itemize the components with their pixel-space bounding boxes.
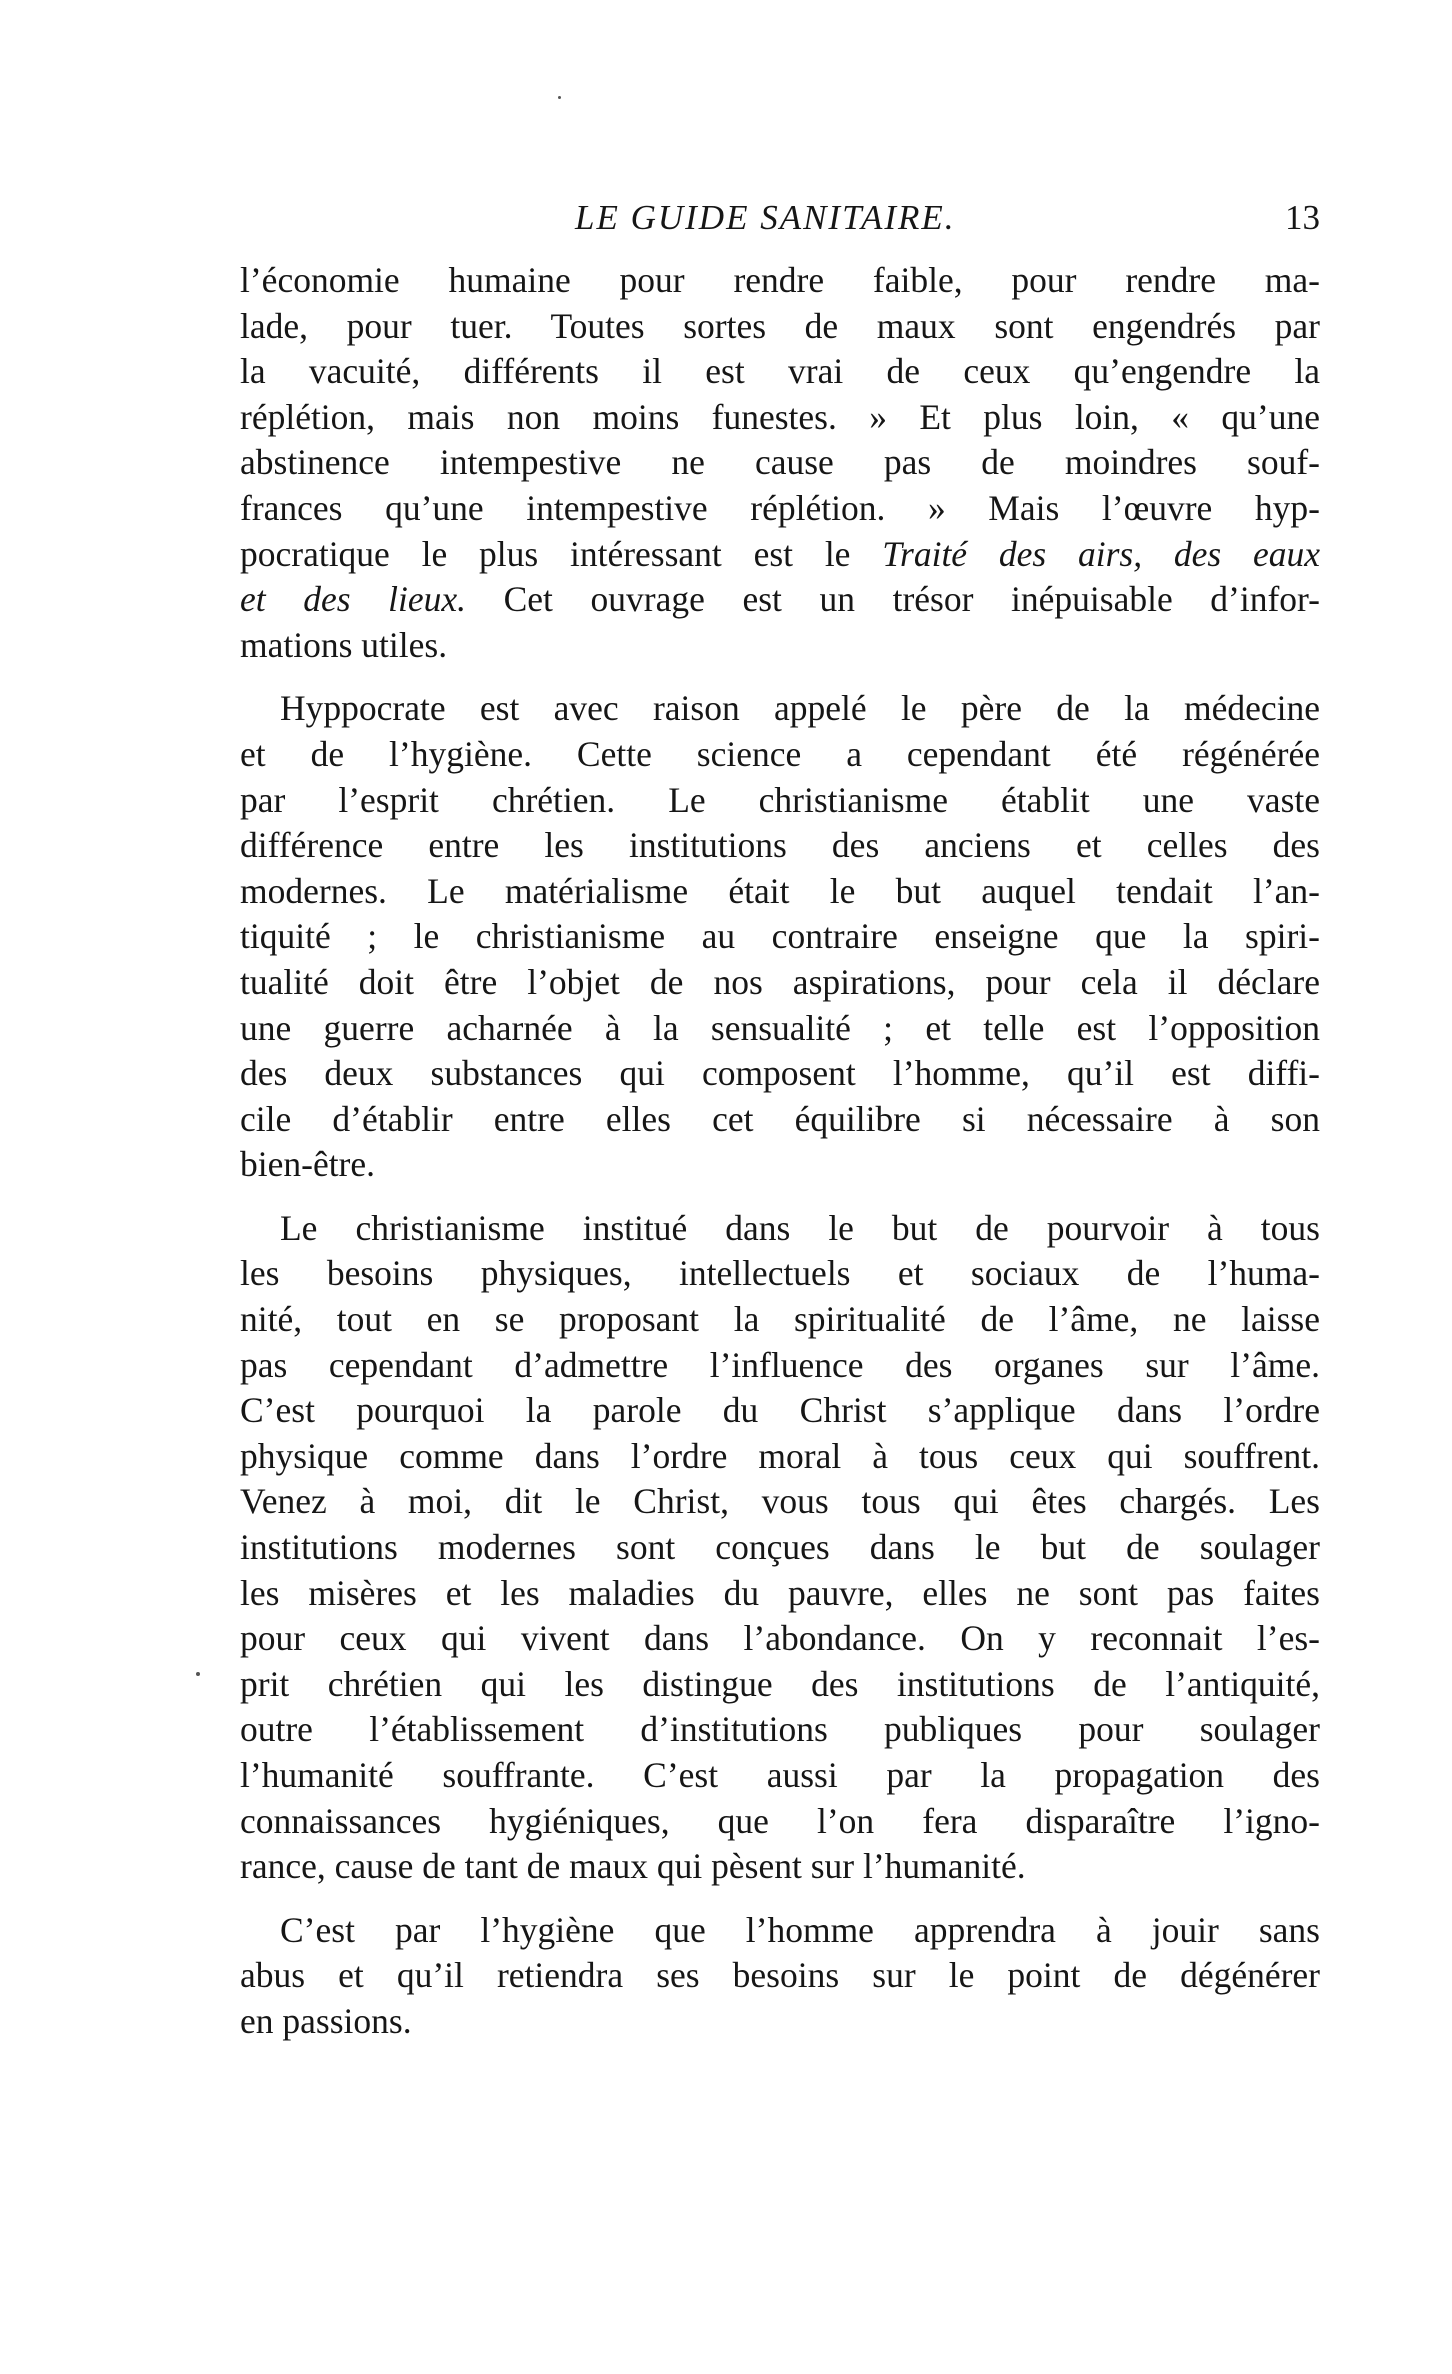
text-segment: pocratique le plus intéressant est le <box>240 533 883 574</box>
text-line <box>240 577 1320 623</box>
text-line: frances qu’une intempestive réplétion. » Mais l’œuvre hyp- <box>240 487 1320 528</box>
text-line: rance, cause de tant de maux qui pèsent sur l’humanité. <box>240 1846 1026 1887</box>
text-line: et de l’hygiène. Cette science a cependant été régénérée <box>240 733 1320 774</box>
running-title: LE GUIDE SANITAIRE. <box>575 198 956 237</box>
text-line: C’est par l’hygiène que l’homme apprendra à jouir sans <box>280 1909 1320 1950</box>
print-speck <box>558 96 561 99</box>
text-line: des deux substances qui composent l’homme, qu’il est diffi- <box>240 1053 1320 1094</box>
paragraph <box>240 258 1320 668</box>
text-line <box>240 532 1320 578</box>
text-line: C’est pourquoi la parole du Christ s’applique dans l’ordre <box>240 1390 1320 1431</box>
paragraph <box>240 1206 1320 1890</box>
text-line: bien-être. <box>240 1144 376 1185</box>
text-line: modernes. Le matérialisme était le but auquel tendait l’an- <box>240 870 1320 911</box>
text-line: cile d’établir entre elles cet équilibre si nécessaire à son <box>240 1098 1320 1139</box>
text-line: par l’esprit chrétien. Le christianisme établit une vaste <box>240 779 1320 820</box>
text-line: Venez à moi, dit le Christ, vous tous qui êtes chargés. Les <box>240 1481 1320 1522</box>
text-line: institutions modernes sont conçues dans le but de soulager <box>240 1527 1320 1568</box>
print-speck <box>196 1672 200 1676</box>
text-line: l’humanité souffrante. C’est aussi par la propagation des <box>240 1755 1320 1795</box>
text-line: mations utiles. <box>240 624 448 665</box>
page-header <box>240 196 1320 246</box>
text-line: tiquité ; le christianisme au contraire enseigne que la spiri- <box>240 916 1320 957</box>
italic-title: et des lieux. <box>240 579 467 620</box>
text-line: Hyppocrate est avec raison appelé le père de la médecine <box>280 688 1320 729</box>
text-line: lade, pour tuer. Toutes sortes de maux sont engendrés par <box>240 305 1320 346</box>
text-line: abus et qu’il retiendra ses besoins sur le point de dégénérer <box>240 1955 1320 1996</box>
text-line: prit chrétien qui les distingue des institutions de l’antiquité, <box>240 1663 1320 1704</box>
text-line: physique comme dans l’ordre moral à tous ceux qui souffrent. <box>240 1435 1320 1476</box>
text-line: connaissances hygiéniques, que l’on fera disparaître l’igno- <box>240 1800 1320 1841</box>
text-line: pour ceux qui vivent dans l’abondance. On y reconnait l’es- <box>240 1618 1320 1659</box>
text-line: réplétion, mais non moins funestes. » Et plus loin, « qu’une <box>240 396 1320 437</box>
text-line: en passions. <box>240 2000 412 2041</box>
paragraph <box>240 1908 1320 2045</box>
text-line: nité, tout en se proposant la spiritualité de l’âme, ne laisse <box>240 1299 1320 1340</box>
text-line: tualité doit être l’objet de nos aspirations, pour cela il déclare <box>240 961 1320 1002</box>
text-line: outre l’établissement d’institutions publiques pour soulager <box>240 1709 1320 1750</box>
text-line: les misères et les maladies du pauvre, elles ne sont pas faites <box>240 1572 1320 1613</box>
text-segment: Cet ouvrage est un trésor inépuisable d’infor- <box>466 579 1320 620</box>
paragraph <box>240 686 1320 1188</box>
text-line: différence entre les institutions des anciens et celles des <box>240 825 1320 866</box>
text-line: abstinence intempestive ne cause pas de moindres souf- <box>240 442 1320 483</box>
text-line: les besoins physiques, intellectuels et sociaux de l’huma- <box>240 1253 1320 1294</box>
text-line: une guerre acharnée à la sensualité ; et telle est l’opposition <box>240 1007 1320 1048</box>
text-line: pas cependant d’admettre l’influence des organes sur l’âme. <box>240 1344 1320 1385</box>
body-text <box>240 258 1320 2045</box>
italic-title: Traité des airs, des eaux <box>882 533 1321 574</box>
text-line: l’économie humaine pour rendre faible, pour rendre ma- <box>240 260 1320 300</box>
text-line: Le christianisme institué dans le but de pourvoir à tous <box>280 1207 1320 1248</box>
page-number: 13 <box>1285 198 1320 237</box>
text-line: la vacuité, différents il est vrai de ceux qu’engendre la <box>240 351 1320 392</box>
